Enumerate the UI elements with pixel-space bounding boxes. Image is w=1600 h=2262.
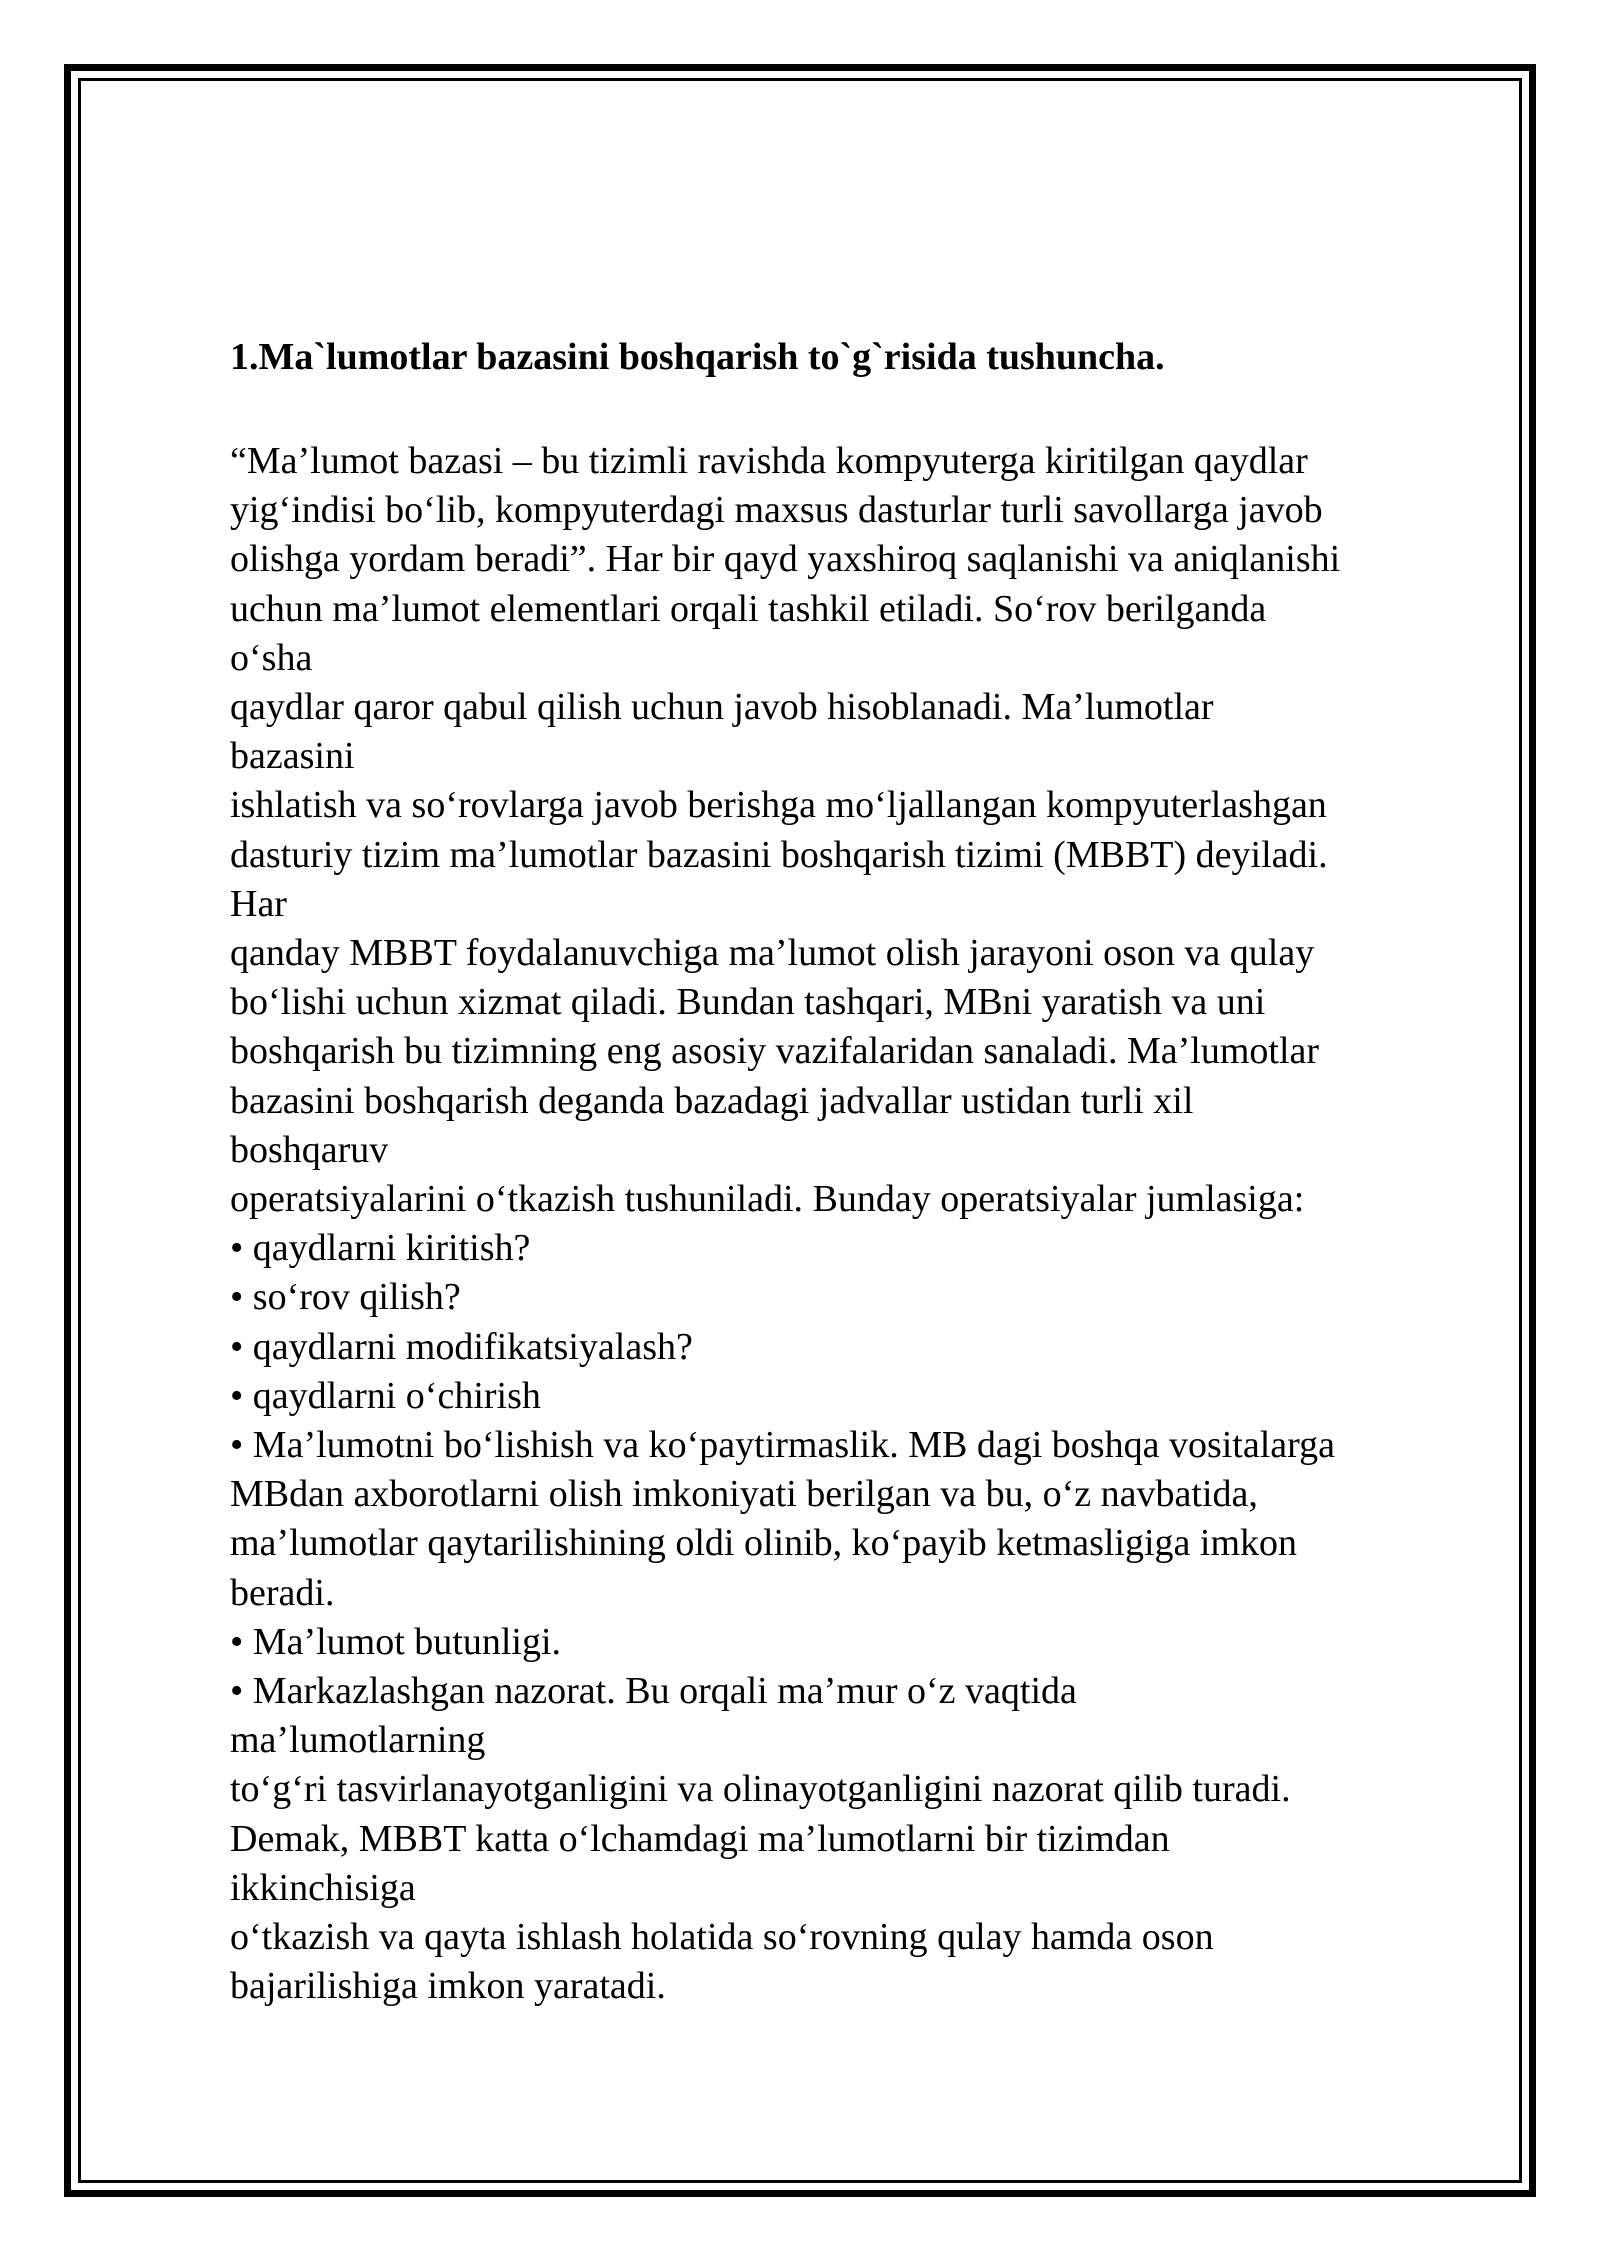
text-line: ishlatish va so‘rovlarga javob berishga mo‘ljallangan kompyuterlashgan [230, 784, 1327, 827]
text-line: o‘tkazish va qayta ishlash holatida so‘rovning qulay hamda oson [230, 1916, 1214, 1959]
text-line: “Ma’lumot bazasi – bu tizimli ravishda kompyuterga kiritilgan qaydlar [230, 440, 1308, 482]
text-line: qanday MBBT foydalanuvchiga ma’lumot olish jarayoni oson va qulay [230, 932, 1315, 975]
section-heading: 1.Ma`lumotlar bazasini boshqarish to`g`risida tushuncha. [230, 336, 1165, 378]
bullet-item: • Markazlashgan nazorat. Bu orqali ma’mur o‘z vaqtida [230, 1670, 1077, 1713]
bullet-item: • Ma’lumotni bo‘lishish va ko‘paytirmaslik. MB dagi boshqa vositalarga [230, 1424, 1335, 1467]
text-line: bazasini [230, 735, 355, 778]
text-line: dasturiy tizim ma’lumotlar bazasini boshqarish tizimi (MBBT) deyiladi. [230, 833, 1328, 876]
text-line: Har [230, 882, 287, 925]
text-line: operatsiyalarini o‘tkazish tushuniladi. Bunday operatsiyalar jumlasiga: [230, 1178, 1305, 1221]
text-line: MBdan axborotlarni olish imkoniyati berilgan va bu, o‘z navbatida, [230, 1473, 1258, 1516]
paragraph [230, 437, 1510, 2012]
text-line: boshqarish bu tizimning eng asosiy vazifalaridan sanaladi. Ma’lumotlar [230, 1030, 1320, 1073]
text-line: beradi. [230, 1571, 335, 1614]
text-line: bo‘lishi uchun xizmat qiladi. Bundan tashqari, MBni yaratish va uni [230, 981, 1266, 1024]
bullet-item: • qaydlarni o‘chirish [230, 1374, 541, 1417]
text-line: ma’lumotlarning [230, 1719, 486, 1762]
bullet-item: • qaydlarni modifikatsiyalash? [230, 1325, 693, 1368]
text-line: qaydlar qaror qabul qilish uchun javob hisoblanadi. Ma’lumotlar [230, 686, 1214, 729]
text-line: bazasini boshqarish deganda bazadagi jadvallar ustidan turli xil [230, 1079, 1194, 1122]
text-line: to‘g‘ri tasvirlanayotganligini va olinayotganligini nazorat qilib turadi. [230, 1768, 1291, 1811]
text-line: ma’lumotlar qaytarilishining oldi olinib, ko‘payib ketmasligiga imkon [230, 1522, 1298, 1565]
bullet-item: • so‘rov qilish? [230, 1276, 461, 1319]
document-body [230, 333, 1510, 2012]
text-line: yig‘indisi bo‘lib, kompyuterdagi maxsus dasturlar turli savollarga javob [230, 489, 1323, 532]
bullet-item: • qaydlarni kiritish? [230, 1227, 531, 1270]
text-line: boshqaruv [230, 1128, 389, 1171]
text-line: ikkinchisiga [230, 1866, 416, 1909]
text-line: Demak, MBBT katta o‘lchamdagi ma’lumotlarni bir tizimdan [230, 1817, 1170, 1860]
text-line: olishga yordam beradi”. Har bir qayd yaxshiroq saqlanishi va aniqlanishi [230, 538, 1341, 581]
text-line: bajarilishiga imkon yaratadi. [230, 1965, 666, 2008]
text-line: o‘sha [230, 636, 313, 679]
bullet-item: • Ma’lumot butunligi. [230, 1620, 562, 1663]
text-line: uchun ma’lumot elementlari orqali tashkil etiladi. So‘rov berilganda [230, 587, 1267, 630]
